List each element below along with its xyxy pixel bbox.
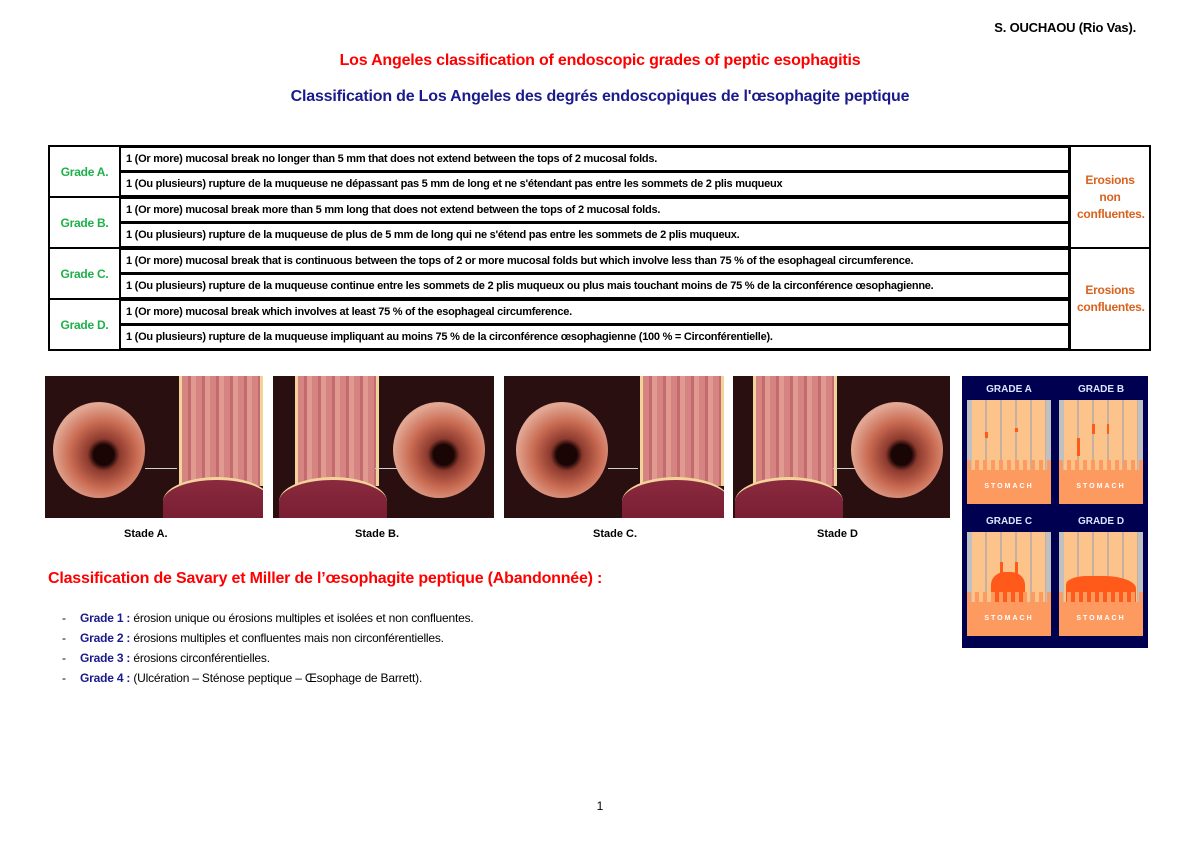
grade-cell: Grade D. <box>49 299 120 350</box>
bullet-dash: - <box>62 671 66 685</box>
bullet-dash: - <box>62 631 66 645</box>
grade-cell: Grade A. <box>49 146 120 197</box>
grade-label: Grade 1 : <box>80 611 131 625</box>
grade-cell: Grade C. <box>49 248 120 299</box>
diagram-grade-a <box>967 380 1051 504</box>
stomach-illustration <box>735 477 843 518</box>
table-row <box>49 274 1150 300</box>
stomach-illustration <box>622 477 724 518</box>
diagram-grade-b <box>1059 380 1143 504</box>
diagram-grade-c <box>967 512 1051 636</box>
table-row <box>49 299 1150 325</box>
pointer-line <box>608 468 638 469</box>
endoscopic-view <box>393 402 485 498</box>
title-french: Classification de Los Angeles des degrés endoscopiques de l'œsophagite peptique <box>290 88 910 105</box>
grade-description: érosion unique ou érosions multiples et isolées et non confluentes. <box>130 611 474 625</box>
erosion-mark <box>985 432 988 438</box>
title-english: Los Angeles classification of endoscopic grades of peptic esophagitis <box>339 52 861 69</box>
list-item <box>62 668 474 688</box>
author-label: S. OUCHAOU (Rio Vas). <box>994 20 1136 35</box>
table-row <box>49 325 1150 351</box>
description-fr: 1 (Ou plusieurs) rupture de la muqueuse de plus de 5 mm de long qui ne s'étend pas entre les sommets de 2 plis muqueux. <box>120 223 1071 249</box>
endoscopy-image-stade-a <box>45 376 263 518</box>
stomach-label: STOMACH <box>967 470 1051 504</box>
bullet-dash: - <box>62 651 66 665</box>
description-en: 1 (Or more) mucosal break more than 5 mm long that does not extend between the tops of 2 mucosal folds. <box>120 197 1071 223</box>
stomach-label: STOMACH <box>967 602 1051 636</box>
stomach-label: STOMACH <box>1059 602 1143 636</box>
erosion-mark <box>1000 562 1003 574</box>
erosion-mark <box>1092 424 1095 434</box>
diagram-grade-d <box>1059 512 1143 636</box>
endoscopic-view <box>851 402 943 498</box>
erosion-mark <box>1107 424 1109 434</box>
bullet-dash: - <box>62 611 66 625</box>
description-en: 1 (Or more) mucosal break that is continuous between the tops of 2 or more mucosal folds but which involve less than 75 % of the esophageal circumference. <box>120 248 1071 274</box>
los-angeles-table <box>48 145 1151 351</box>
description-en: 1 (Or more) mucosal break no longer than 5 mm that does not extend between the tops of 2 mucosal folds. <box>120 146 1071 172</box>
grade-diagram <box>962 376 1148 648</box>
diagram-label: GRADE A <box>986 384 1032 395</box>
endoscopy-image-stade-d <box>733 376 950 518</box>
stomach-illustration <box>279 477 387 518</box>
list-item <box>62 648 474 668</box>
erosion-mark <box>1015 562 1018 574</box>
description-fr: 1 (Ou plusieurs) rupture de la muqueuse impliquant au moins 75 % de la circonférence œsophagienne (100 % = Circonférentielle). <box>120 325 1071 351</box>
table-row <box>49 248 1150 274</box>
pointer-line <box>375 468 399 469</box>
savary-miller-list <box>62 608 474 688</box>
table-row <box>49 197 1150 223</box>
grade-label: Grade 3 : <box>80 651 131 665</box>
endoscopic-view <box>53 402 145 498</box>
pointer-line <box>833 468 857 469</box>
esophagus-illustration <box>753 376 837 486</box>
stomach-label: STOMACH <box>1059 470 1143 504</box>
esophagus-illustration <box>179 376 263 486</box>
group-label-confluent: Erosions confluentes. <box>1070 248 1150 350</box>
grade-description: érosions circonférentielles. <box>130 651 270 665</box>
esophagus-illustration <box>640 376 724 486</box>
list-item <box>62 628 474 648</box>
table-row <box>49 146 1150 172</box>
caption-stade-c: Stade C. <box>593 528 638 540</box>
savary-miller-title: Classification de Savary et Miller de l’œsophagite peptique (Abandonnée) : <box>48 570 603 587</box>
endoscopic-view <box>516 402 608 498</box>
diagram-label: GRADE D <box>1077 516 1125 527</box>
table-row <box>49 172 1150 198</box>
caption-stade-b: Stade B. <box>355 528 400 540</box>
diagram-label: GRADE B <box>1077 384 1125 395</box>
stomach-illustration <box>163 477 263 518</box>
description-fr: 1 (Ou plusieurs) rupture de la muqueuse continue entre les sommets de 2 plis muqueux ou plus mais touchant moins de 75 % de la circonférence œsophagienne. <box>120 274 1071 300</box>
table-row <box>49 223 1150 249</box>
diagram-label: GRADE C <box>985 516 1033 527</box>
endoscopy-image-stade-c <box>504 376 724 518</box>
caption-stade-d: Stade D <box>817 528 858 540</box>
description-en: 1 (Or more) mucosal break which involves at least 75 % of the esophageal circumference. <box>120 299 1071 325</box>
grade-cell: Grade B. <box>49 197 120 248</box>
diagram-body <box>967 532 1051 636</box>
grade-description: (Ulcération – Sténose peptique – Œsophage de Barrett). <box>130 671 423 685</box>
endoscopy-image-stade-b <box>273 376 494 518</box>
page-number: 1 <box>596 799 604 813</box>
diagram-body <box>967 400 1051 504</box>
diagram-body <box>1059 532 1143 636</box>
description-fr: 1 (Ou plusieurs) rupture de la muqueuse ne dépassant pas 5 mm de long et ne s'étendant pas entre les sommets de 2 plis muqueux <box>120 172 1071 198</box>
list-item <box>62 608 474 628</box>
grade-label: Grade 2 : <box>80 631 131 645</box>
diagram-body <box>1059 400 1143 504</box>
erosion-mark <box>1077 438 1080 456</box>
esophagus-illustration <box>295 376 379 486</box>
group-label-non-confluent: Erosions non confluentes. <box>1070 146 1150 248</box>
caption-stade-a: Stade A. <box>124 528 168 540</box>
pointer-line <box>145 468 177 469</box>
grade-label: Grade 4 : <box>80 671 131 685</box>
grade-description: érosions multiples et confluentes mais non circonférentielles. <box>130 631 444 645</box>
erosion-mark <box>1015 428 1018 432</box>
